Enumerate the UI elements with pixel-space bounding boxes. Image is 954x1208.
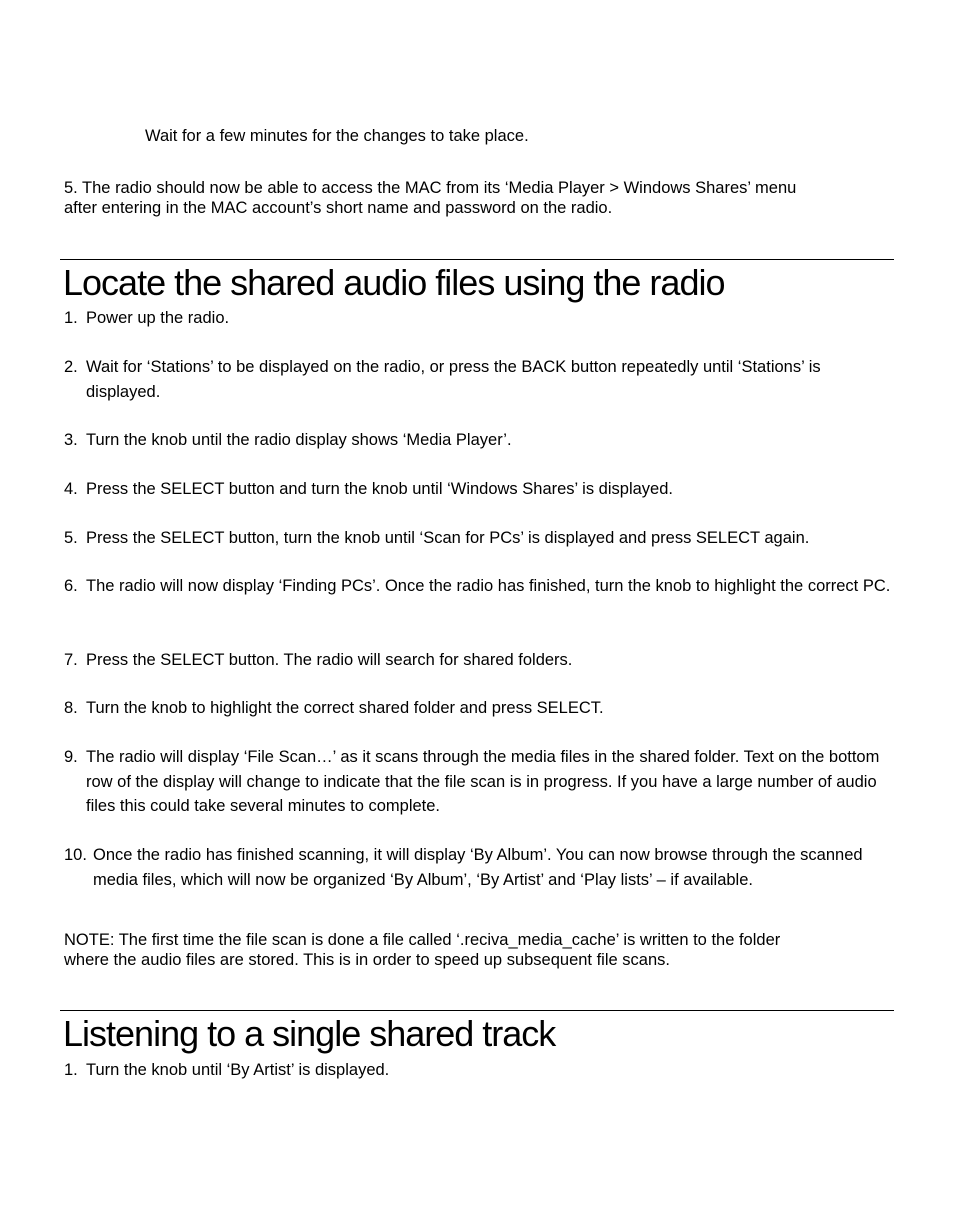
list-number: 3. — [64, 431, 78, 449]
step5-line1: 5. The radio should now be able to access the MAC from its ‘Media Player > Windows Shares’ menu — [64, 179, 797, 197]
list-text: Press the SELECT button, turn the knob until ‘Scan for PCs’ is displayed and press SELECT again. — [86, 529, 810, 547]
list-item — [64, 1058, 894, 1083]
section-divider-1 — [60, 259, 894, 260]
list-number: 2. — [64, 358, 78, 376]
list-item — [64, 696, 894, 721]
list-number: 1. — [64, 1061, 78, 1079]
list-text: Once the radio has finished scanning, it will display ‘By Album’. You can now browse through the scanned media files, which will now be organized ‘By Album’, ‘By Artist’ and ‘Play lists’ – if available. — [93, 846, 863, 889]
wait-text: Wait for a few minutes for the changes to take place. — [145, 127, 529, 145]
list-item — [64, 526, 894, 551]
list-item — [64, 306, 894, 331]
list-number: 1. — [64, 309, 78, 327]
section-divider-2 — [60, 1010, 894, 1011]
list-number: 6. — [64, 577, 78, 595]
list-number: 5. — [64, 529, 78, 547]
list-text: The radio will now display ‘Finding PCs’. Once the radio has finished, turn the knob to highlight the correct PC. — [86, 577, 891, 595]
step5-line2: after entering in the MAC account’s short name and password on the radio. — [64, 199, 613, 217]
note-line2: where the audio files are stored. This is in order to speed up subsequent file scans. — [64, 951, 670, 969]
list-text: Press the SELECT button and turn the knob until ‘Windows Shares’ is displayed. — [86, 480, 673, 498]
list-text: Turn the knob until ‘By Artist’ is displayed. — [86, 1061, 390, 1079]
list-text: Press the SELECT button. The radio will search for shared folders. — [86, 651, 573, 669]
list-item — [64, 843, 894, 892]
list-item — [64, 428, 894, 453]
list-number: 7. — [64, 651, 78, 669]
list-item — [64, 745, 894, 819]
list-item — [64, 574, 894, 599]
note-line1: NOTE: The first time the file scan is done a file called ‘.reciva_media_cache’ is written to the folder — [64, 931, 781, 949]
list-text: Wait for ‘Stations’ to be displayed on the radio, or press the BACK button repeatedly until ‘Stations’ is displayed. — [86, 358, 821, 401]
list-text: The radio will display ‘File Scan…’ as it scans through the media files in the shared folder. Text on the bottom row of the display will change to indicate that the file scan is in progress. If you have a large number of audio files this could take several minutes to complete. — [86, 748, 880, 815]
section-heading-locate: Locate the shared audio files using the radio — [63, 262, 725, 303]
list-number: 9. — [64, 748, 78, 766]
list-number: 4. — [64, 480, 78, 498]
list-item — [64, 477, 894, 502]
list-text: Turn the knob until the radio display shows ‘Media Player’. — [86, 431, 512, 449]
list-number: 10. — [64, 846, 87, 864]
list-text: Power up the radio. — [86, 309, 230, 327]
list-item — [64, 355, 894, 404]
section-heading-listening: Listening to a single shared track — [63, 1013, 556, 1054]
list-item — [64, 648, 894, 673]
list-number: 8. — [64, 699, 78, 717]
list-text: Turn the knob to highlight the correct shared folder and press SELECT. — [86, 699, 604, 717]
